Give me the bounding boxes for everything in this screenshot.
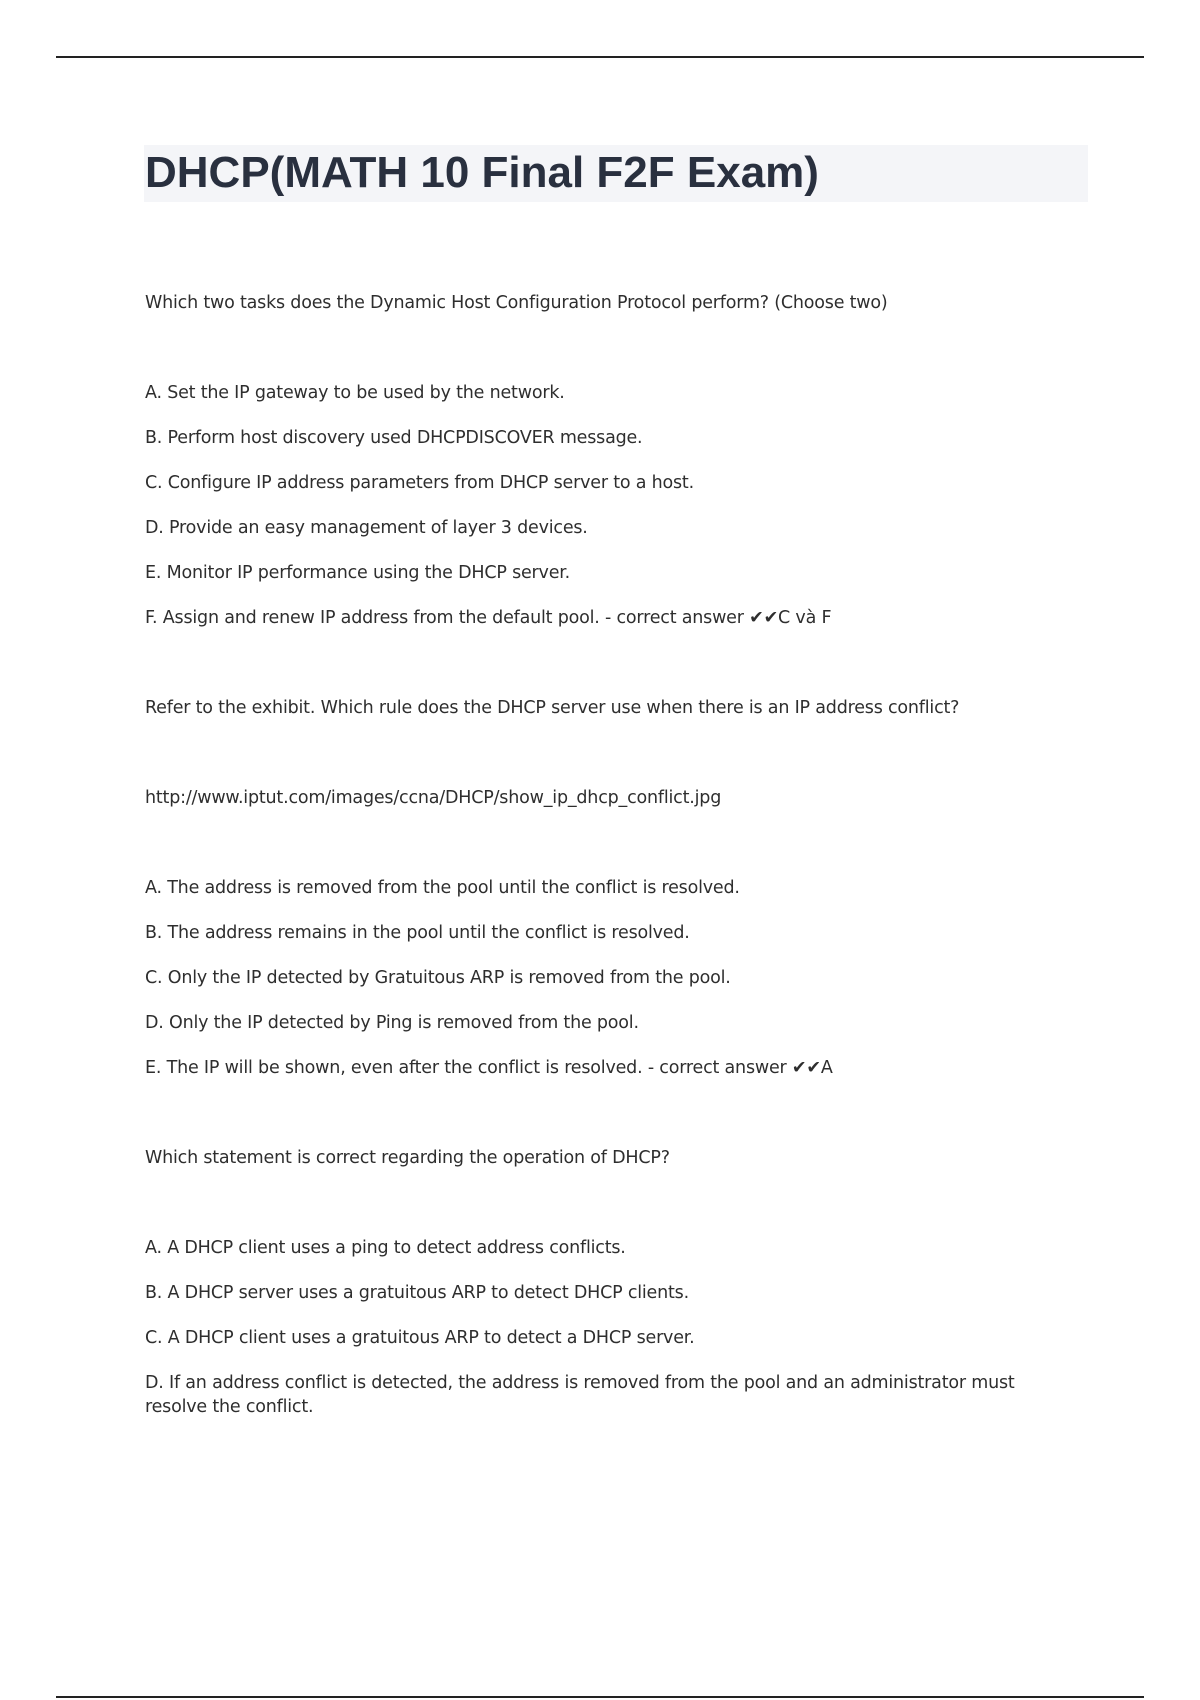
- answer-option-with-correct-answer: F. Assign and renew IP address from the default pool. - correct answer ✔✔C và F: [145, 608, 832, 628]
- bottom-divider: [56, 1696, 1144, 1698]
- answer-option: B. The address remains in the pool until the conflict is resolved.: [145, 923, 690, 943]
- answer-option: B. Perform host discovery used DHCPDISCOVER message.: [145, 428, 643, 448]
- answer-option: B. A DHCP server uses a gratuitous ARP to detect DHCP clients.: [145, 1283, 689, 1303]
- answer-option: A. A DHCP client uses a ping to detect address conflicts.: [145, 1238, 626, 1258]
- question-3: [145, 1146, 1065, 1419]
- answer-option: E. Monitor IP performance using the DHCP server.: [145, 563, 571, 583]
- answer-option: C. Configure IP address parameters from DHCP server to a host.: [145, 473, 694, 493]
- question-prompt: Which two tasks does the Dynamic Host Configuration Protocol perform? (Choose two): [145, 293, 888, 313]
- answer-option: D. If an address conflict is detected, the address is removed from the pool and an administrator must resolve the conflict.: [145, 1373, 1015, 1417]
- top-divider: [56, 56, 1144, 58]
- answer-option-with-correct-answer: E. The IP will be shown, even after the conflict is resolved. - correct answer ✔✔A: [145, 1058, 833, 1078]
- answer-option: A. The address is removed from the pool until the conflict is resolved.: [145, 878, 740, 898]
- document-title: DHCP(MATH 10 Final F2F Exam): [145, 148, 819, 197]
- answer-option: C. A DHCP client uses a gratuitous ARP to detect a DHCP server.: [145, 1328, 695, 1348]
- question-prompt: Which statement is correct regarding the operation of DHCP?: [145, 1148, 670, 1168]
- answer-option: A. Set the IP gateway to be used by the network.: [145, 383, 565, 403]
- question-1: [145, 291, 1065, 630]
- answer-option: D. Only the IP detected by Ping is removed from the pool.: [145, 1013, 639, 1033]
- answer-option: C. Only the IP detected by Gratuitous ARP is removed from the pool.: [145, 968, 731, 988]
- exhibit-link: http://www.iptut.com/images/ccna/DHCP/show_ip_dhcp_conflict.jpg: [145, 788, 722, 808]
- question-prompt: Refer to the exhibit. Which rule does the DHCP server use when there is an IP address conflict?: [145, 698, 960, 718]
- document-body: [145, 291, 1065, 1440]
- answer-option: D. Provide an easy management of layer 3 devices.: [145, 518, 588, 538]
- question-2: [145, 696, 1065, 1080]
